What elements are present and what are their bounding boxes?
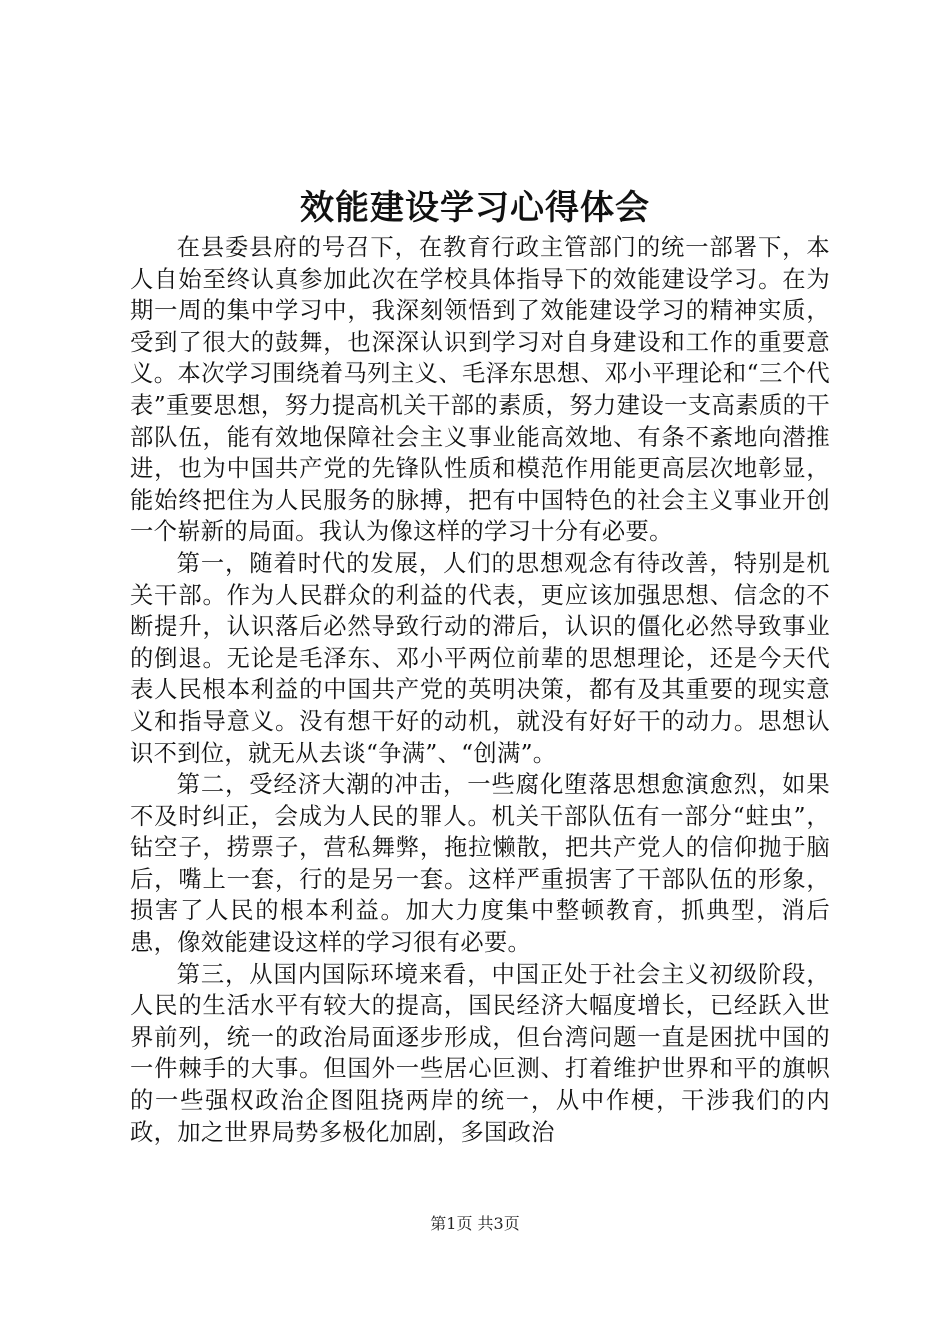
document-title: 效能建设学习心得体会 — [300, 188, 650, 228]
document-body — [130, 232, 830, 1148]
paragraph: 第一，随着时代的发展，人们的思想观念有待改善，特别是机关干部。作为人民群众的利益的代表，更应该加强思想、信念的不断提升，认识落后必然导致行动的滞后，认识的僵化必然导致事业的倒退。无论是毛泽东、邓小平两位前辈的思想理论，还是今天代表人民根本利益的中国共产党的英明决策，都有及其重要的现实意义和指导意义。没有想干好的动机，就没有好好干的动力。思想认识不到位，就无从去谈“争满”、“创满”。 — [130, 549, 830, 767]
page-number-footer: 第1页 共3页 — [430, 1214, 520, 1233]
paragraph: 在县委县府的号召下，在教育行政主管部门的统一部署下，本人自始至终认真参加此次在学校具体指导下的效能建设学习。在为期一周的集中学习中，我深刻领悟到了效能建设学习的精神实质，受到了很大的鼓舞，也深深认识到学习对自身建设和工作的重要意义。本次学习围绕着马列主义、毛泽东思想、邓小平理论和“三个代表”重要思想，努力提高机关干部的素质，努力建设一支高素质的干部队伍，能有效地保障社会主义事业能高效地、有条不紊地向潜推进，也为中国共产党的先锋队性质和模范作用能更高层次地彰显，能始终把住为人民服务的脉搏，把有中国特色的社会主义事业开创一个崭新的局面。我认为像这样的学习十分有必要。 — [130, 234, 830, 546]
paragraph: 第三，从国内国际环境来看，中国正处于社会主义初级阶段，人民的生活水平有较大的提高，国民经济大幅度增长，已经跃入世界前列，统一的政治局面逐步形成，但台湾问题一直是困扰中国的一件棘手的大事。但国外一些居心叵测、打着维护世界和平的旗帜的一些强权政治企图阻挠两岸的统一，从中作梗，干涉我们的内政，加之世界局势多极化加剧，多国政治 — [130, 960, 830, 1146]
paragraph: 第二，受经济大潮的冲击，一些腐化堕落思想愈演愈烈，如果不及时纠正，会成为人民的罪人。机关干部队伍有一部分“蛀虫”，钻空子，捞票子，营私舞弊，拖拉懒散，把共产党人的信仰抛于脑后，嘴上一套，行的是另一套。这样严重损害了干部队伍的形象，损害了人民的根本利益。加大力度集中整顿教育，抓典型，消后患，像效能建设这样的学习很有必要。 — [130, 771, 830, 957]
